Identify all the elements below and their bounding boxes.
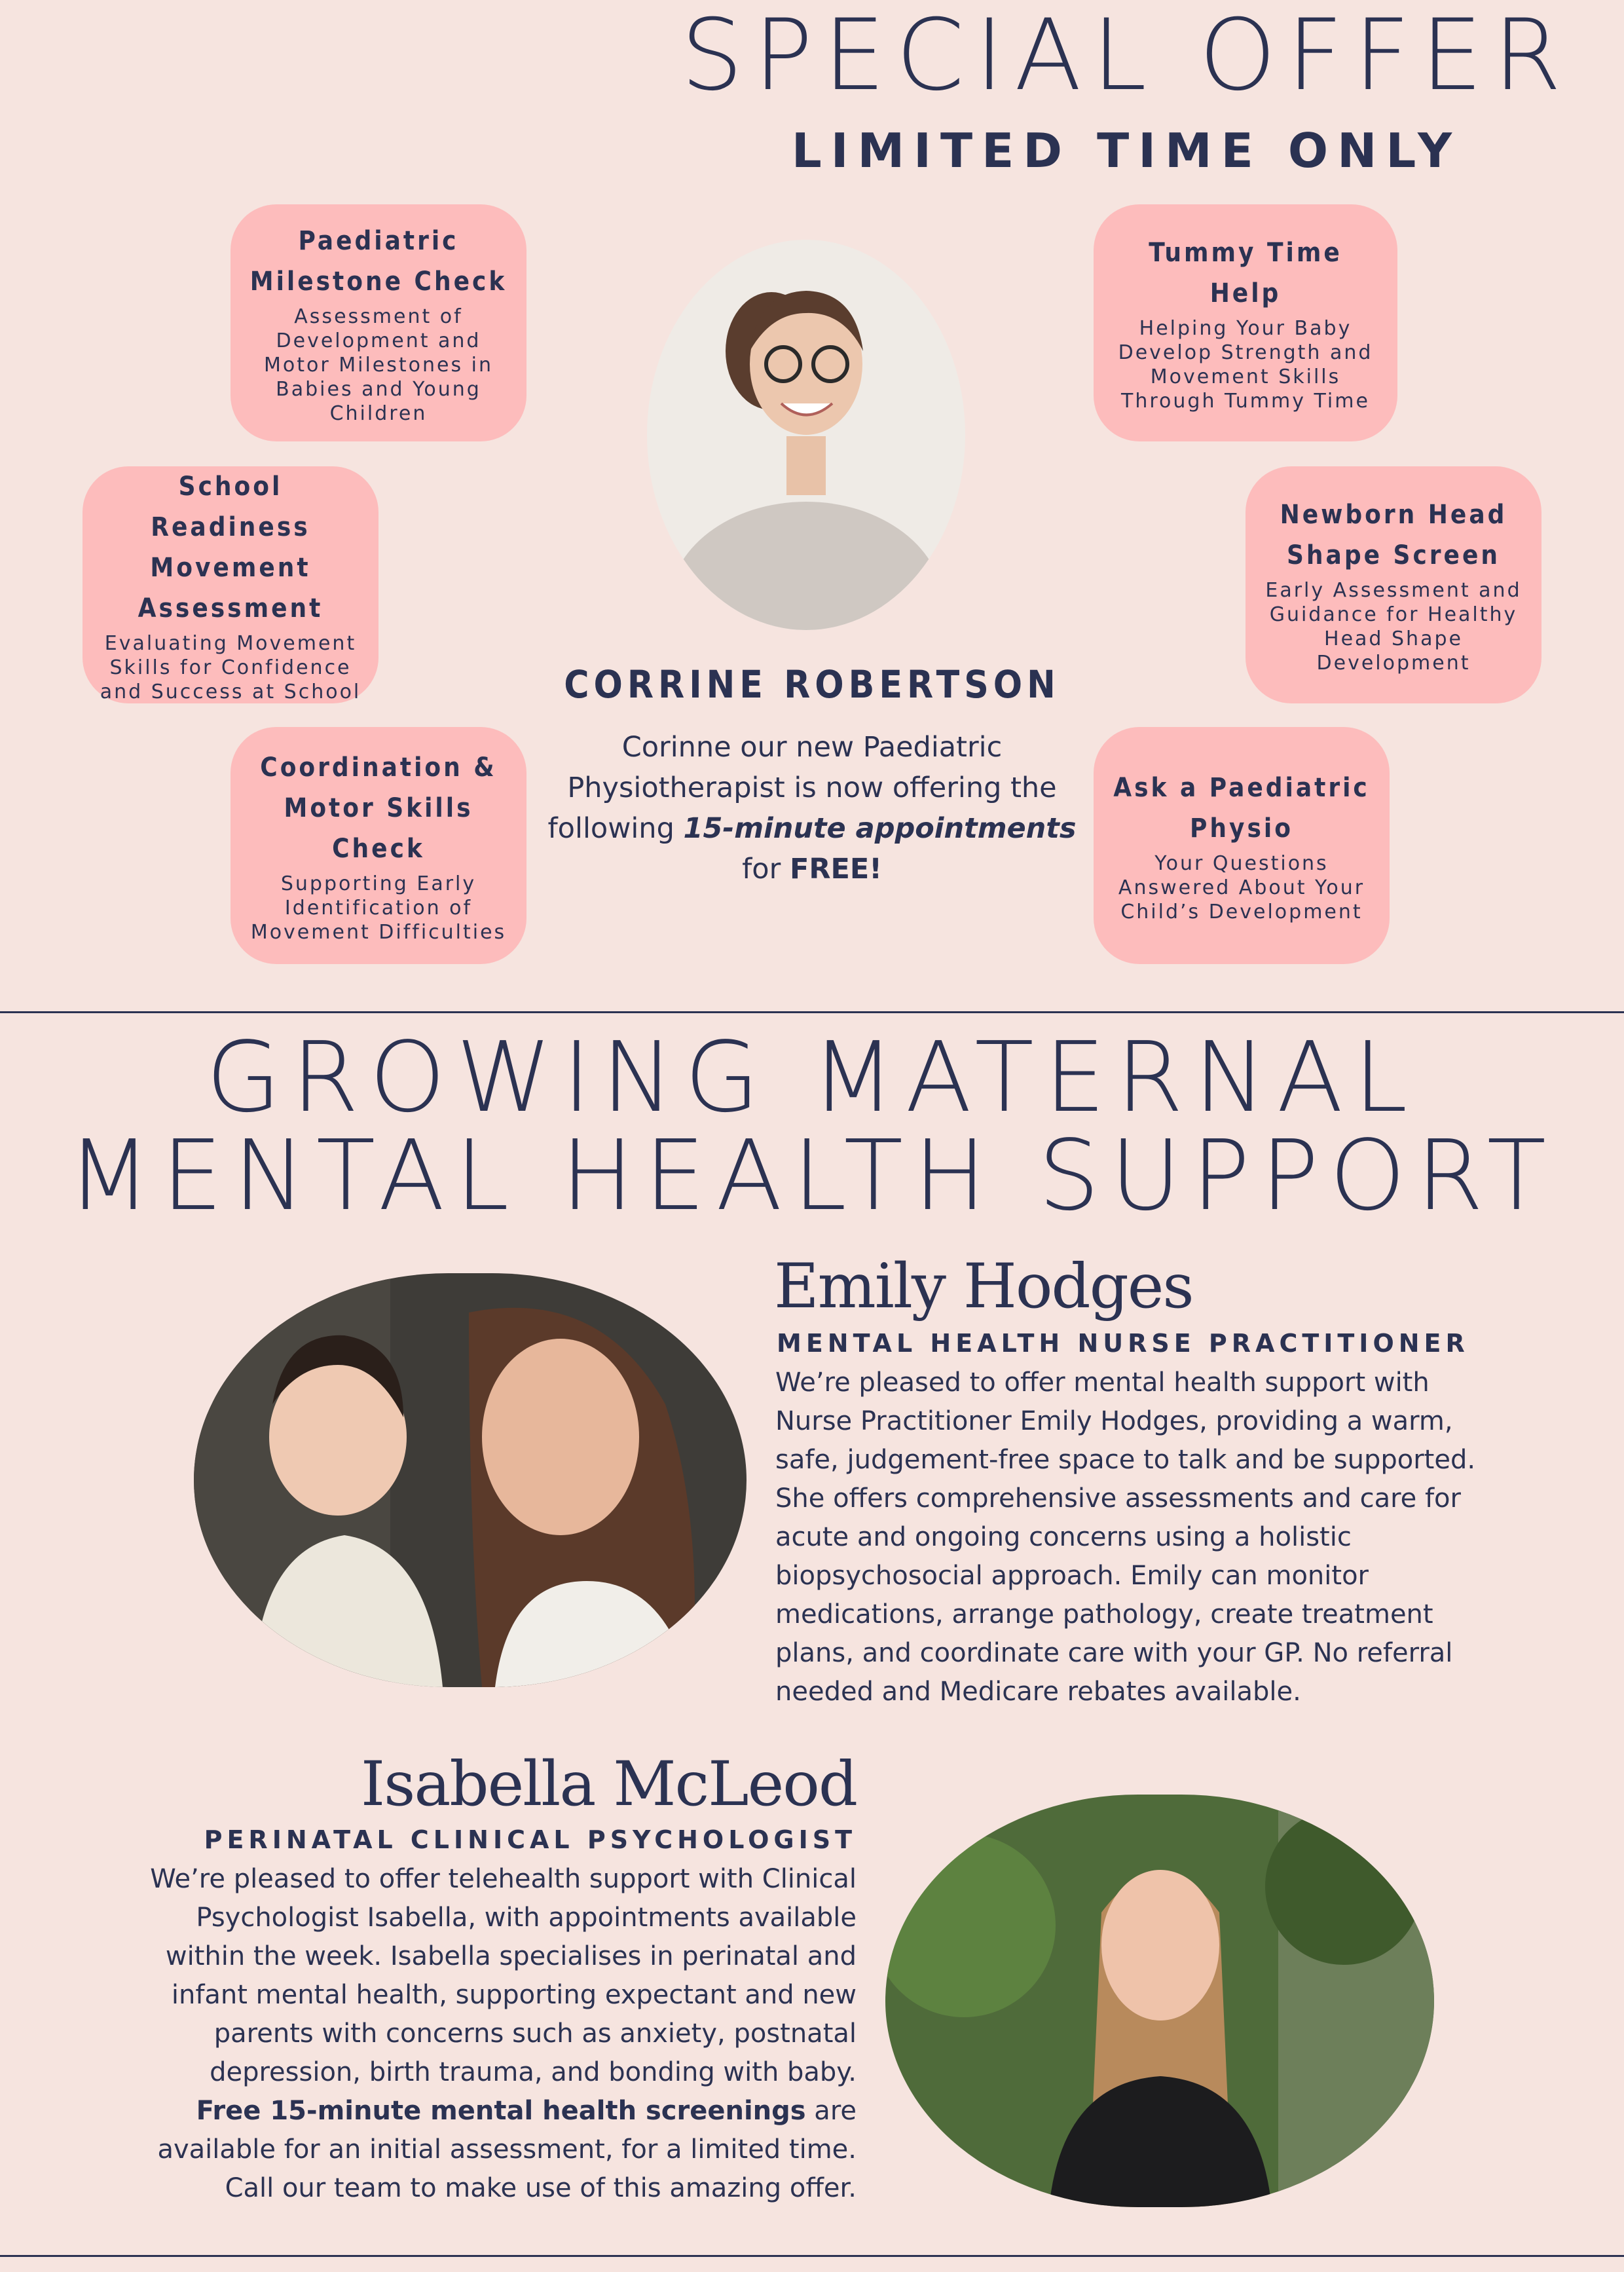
service-title: Tummy Time Help [1149, 238, 1342, 308]
bottom-divider [0, 2255, 1624, 2257]
service-title: Paediatric Milestone Check [249, 225, 507, 297]
offer-title: SPECIAL OFFER [680, 0, 1572, 113]
corrine-text-part: Corinne our new Paediatric Physiotherapist is now offering the following [547, 731, 1057, 845]
service-card-tummy-time [1094, 204, 1397, 441]
isabella-bio [148, 1860, 857, 2208]
service-card-coordination [231, 727, 526, 964]
emily-name: Emily Hodges [774, 1251, 1193, 1322]
emily-role: MENTAL HEALTH NURSE PRACTITIONER [777, 1329, 1469, 1358]
emily-photo [194, 1273, 747, 1687]
maternal-title-line2: MENTAL HEALTH SUPPORT [67, 1119, 1557, 1232]
service-desc: Your Questions Answered About Your Child’s Development [1118, 851, 1365, 923]
service-title: Newborn Head Shape Screen [1280, 500, 1507, 570]
corrine-text-emphasis: 15-minute appointments [683, 812, 1077, 845]
section-divider [0, 1011, 1624, 1013]
corrine-offer-text [544, 727, 1080, 889]
service-desc: Helping Your Baby Develop Strength and Movement Skills Through Tummy Time [1118, 317, 1373, 413]
service-title: Ask a Paediatric Physio [1113, 772, 1370, 844]
service-desc: Early Assessment and Guidance for Healthy Head Shape Development [1265, 579, 1522, 675]
service-card-milestone [231, 204, 526, 441]
corrine-text-free: FREE! [789, 853, 882, 885]
isabella-name: Isabella McLeod [361, 1749, 857, 1820]
service-title: Coordination & Motor Skills Check [260, 752, 497, 864]
corrine-text-part: for [742, 853, 790, 885]
service-card-head-shape [1246, 466, 1541, 703]
service-desc: Evaluating Movement Skills for Confidence and Success at School [100, 631, 361, 703]
service-card-ask-physio [1094, 727, 1390, 964]
offer-subtitle: LIMITED TIME ONLY [791, 123, 1462, 178]
service-desc: Assessment of Development and Motor Milestones in Babies and Young Children [264, 305, 493, 425]
maternal-title-line1: GROWING MATERNAL [206, 1021, 1418, 1134]
isabella-bio-emphasis: Free 15-minute mental health screenings [196, 2096, 806, 2126]
isabella-bio-part: We’re pleased to offer telehealth support with Clinical Psychologist Isabella, with appointments available within the week. Isabella specialises in perinatal and infant mental health, supporting expectant and new parents with concerns such as anxiety, postnatal depression, birth trauma, and bonding with baby. [150, 1864, 857, 2087]
service-desc: Supporting Early Identification of Movement Difficulties [250, 872, 507, 944]
corrine-name: CORRINE ROBERTSON [564, 662, 1060, 707]
service-card-school-readiness [83, 466, 378, 703]
corrine-photo [647, 240, 965, 630]
isabella-role: PERINATAL CLINICAL PSYCHOLOGIST [204, 1825, 857, 1854]
service-title: School Readiness Movement Assessment [138, 471, 323, 624]
emily-bio: We’re pleased to offer mental health support with Nurse Practitioner Emily Hodges, providing a warm, safe, judgement-free space to talk and be supported. She offers comprehensive assessments and care for acute and ongoing concerns using a holistic biopsychosocial approach. Emily can monitor medications, arrange pathology, create treatment plans, and coordinate care with your GP. No referral needed and Medicare rebates available. [775, 1368, 1476, 1707]
isabella-bio-part: are available for an initial assessment, for a limited time. Call our team to make use of this amazing offer. [157, 2096, 857, 2203]
isabella-photo [885, 1795, 1434, 2207]
maternal-title [0, 1021, 1624, 1232]
